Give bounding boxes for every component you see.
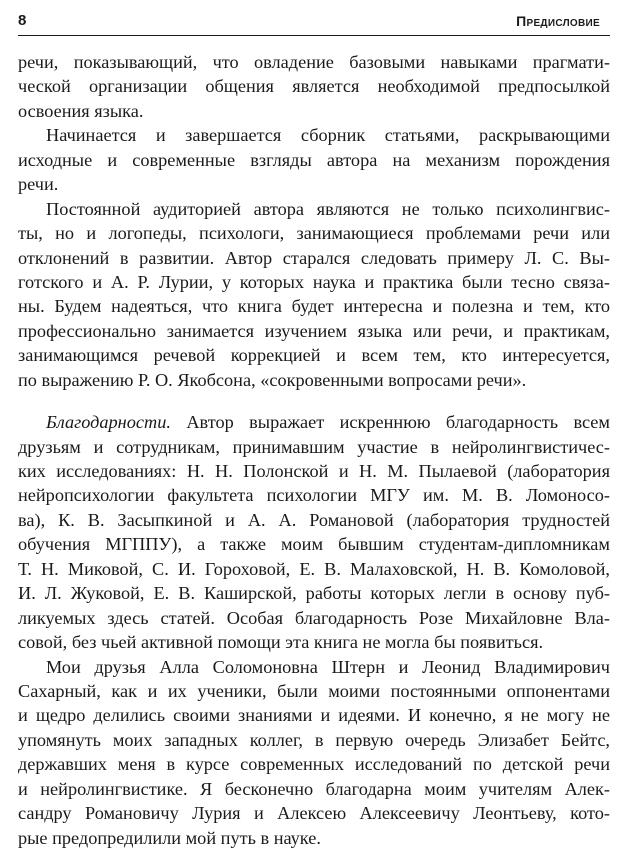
section-gap bbox=[18, 392, 610, 410]
text-line: державших меня в курсе современных исследований по детской речи bbox=[18, 754, 610, 775]
text-line: И. Л. Жуковой, Е. В. Каширской, работы которых легли в основу пуб- bbox=[18, 583, 610, 604]
paragraph-acknowledgements bbox=[18, 410, 610, 654]
acknowledgements-label: Благодарности. bbox=[46, 412, 171, 433]
text-line: и щедро делились своими знаниями и идеями. И конечно, я не могу не bbox=[18, 705, 610, 726]
text-line: ческой организации общения является необходимой предпосылкой bbox=[18, 76, 610, 97]
running-head bbox=[18, 8, 610, 36]
text-line: ликуемых здесь статей. Особая благодарность Розе Михайловне Вла- bbox=[18, 607, 610, 628]
text-line: сандру Романовичу Лурия и Алексею Алексеевичу Леонтьеву, кото- bbox=[18, 803, 610, 824]
text-line: ва), К. В. Засыпкиной и А. А. Романовой (лаборатория трудностей bbox=[18, 509, 610, 530]
text-line: освоения языка. bbox=[18, 100, 144, 121]
text-line: рые предопредилили мой путь в науке. bbox=[18, 827, 321, 848]
text-line: речи. bbox=[18, 174, 59, 195]
text-line: Начинается и завершается сборник статьями, раскрывающими bbox=[46, 125, 610, 146]
text-line: ны. Будем надеяться, что книга будет интересна и полезна и тем, кто bbox=[18, 296, 610, 317]
text-line: речи, показывающий, что овладение базовыми навыками прагмати- bbox=[18, 52, 610, 72]
text-line: Сахарный, как и их ученики, были моими постоянными оппонентами bbox=[18, 680, 610, 701]
page-number: 8 bbox=[18, 12, 27, 29]
paragraph-collection-scope bbox=[18, 123, 610, 196]
text-line: исходные и современные взгляды автора на механизм порождения bbox=[18, 149, 610, 170]
text-fragment: Автор выражает искреннюю благодарность всем bbox=[186, 412, 610, 433]
text-line: готского и А. Р. Лурии, у которых наука и практика были тесно связа- bbox=[18, 271, 610, 292]
text-line: нейропсихологии факультета психологии МГУ им. М. В. Ломоносо- bbox=[18, 485, 610, 506]
paragraph-continuation bbox=[18, 50, 610, 123]
header-rule bbox=[18, 35, 610, 36]
text-line bbox=[18, 410, 610, 434]
paragraph-audience bbox=[18, 197, 610, 393]
text-line: ты, но и логопеды, психологи, занимающиеся проблемами речи или bbox=[18, 223, 610, 244]
text-line: упомянуть моих западных коллег, в первую очередь Элизабет Бейтс, bbox=[18, 729, 610, 750]
text-line: Мои друзья Алла Соломоновна Штерн и Леонид Владимирович bbox=[46, 656, 610, 677]
text-line: друзьям и сотрудникам, принимавшим участие в нейролингвистичес- bbox=[18, 436, 610, 457]
text-line: обучения МГППУ), а также моим бывшим студентам-дипломникам bbox=[18, 534, 610, 555]
text-line: Постоянной аудиторией автора являются не только психолингвис- bbox=[46, 198, 610, 219]
text-line: совой, без чьей активной помощи эта книга не могла бы появиться. bbox=[18, 632, 544, 653]
running-title: Предисловие bbox=[516, 13, 600, 29]
text-line: профессионально занимается изучением языка или речи, и практикам, bbox=[18, 320, 610, 341]
text-line: занимающимся речевой коррекцией и всем тем, кто интересуется, bbox=[18, 345, 610, 366]
text-line: по выражению Р. О. Якобсона, «сокровенными вопросами речи». bbox=[18, 369, 527, 390]
text-line: Т. Н. Миковой, С. И. Гороховой, Е. В. Малаховской, Н. В. Комоловой, bbox=[18, 558, 610, 579]
text-body bbox=[18, 50, 610, 850]
text-line: ких исследованиях: Н. Н. Полонской и Н. М. Пылаевой (лаборатория bbox=[18, 461, 610, 481]
paragraph-friends bbox=[18, 655, 610, 851]
text-line: отклонений в развитии. Автор старался следовать примеру Л. С. Вы- bbox=[18, 247, 610, 268]
text-line: и нейролингвистике. Я бесконечно благодарна моим учителям Алек- bbox=[18, 778, 610, 799]
